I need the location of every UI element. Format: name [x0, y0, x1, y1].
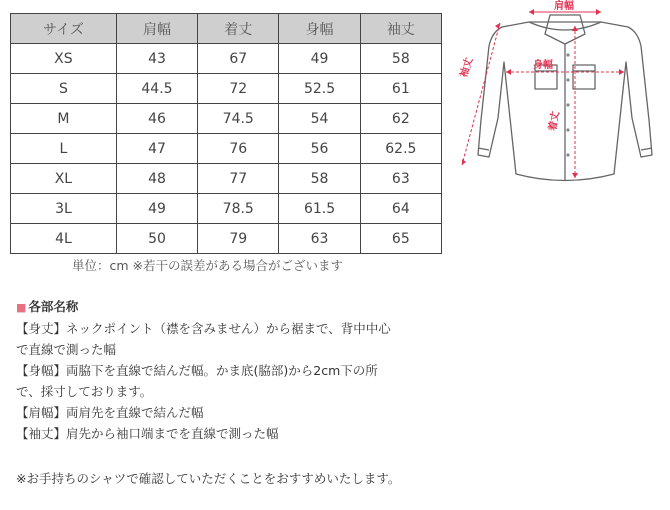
table-cell: 61 [360, 74, 441, 104]
table-cell: 49 [279, 44, 360, 74]
table-cell: 47 [116, 134, 197, 164]
footnote: ※お手持ちのシャツで確認していただくことをおすすめいたします。 [16, 471, 401, 486]
description-line: 【肩幅】両肩先を直線で結んだ幅 [16, 405, 204, 420]
table-cell: 64 [360, 194, 441, 224]
description-line: 【袖丈】肩先から袖口端までを直線で測った幅 [16, 426, 279, 441]
table-row [11, 224, 442, 254]
table-row [11, 134, 442, 164]
table-cell: 58 [360, 44, 441, 74]
diagram-label-kitake: 着丈 [547, 110, 562, 133]
table-cell: 62 [360, 104, 441, 134]
header-sleeve-length: 袖丈 [360, 14, 441, 44]
description-line: で、採寸しております。 [16, 384, 153, 399]
table-cell: 3L [11, 194, 117, 224]
table-cell: 61.5 [279, 194, 360, 224]
description-line: 【身幅】両脇下を直線で結んだ幅。かま底(脇部)から2cm下の所 [16, 363, 378, 378]
table-cell: 43 [116, 44, 197, 74]
table-cell: 62.5 [360, 134, 441, 164]
table-cell: 77 [198, 164, 279, 194]
table-cell: 67 [198, 44, 279, 74]
table-cell: L [11, 134, 117, 164]
diagram-label-kataba: 肩幅 [554, 1, 574, 12]
table-cell: 4L [11, 224, 117, 254]
unit-note: 単位：cm ※若干の誤差がある場合がございます [72, 258, 343, 273]
table-cell: 76 [198, 134, 279, 164]
table-cell: 65 [360, 224, 441, 254]
header-body-width: 身幅 [279, 14, 360, 44]
table-cell: 56 [279, 134, 360, 164]
table-cell: 48 [116, 164, 197, 194]
section-title [16, 297, 78, 315]
table-cell: 49 [116, 194, 197, 224]
table-cell: 79 [198, 224, 279, 254]
description-line: で直線で測った幅 [16, 342, 117, 357]
measurement-description-list [16, 318, 446, 444]
table-cell: 74.5 [198, 104, 279, 134]
table-cell: 50 [116, 224, 197, 254]
table-row [11, 74, 442, 104]
table-cell: 52.5 [279, 74, 360, 104]
diagram-label-sodetake: 袖丈 [458, 56, 476, 79]
table-cell: S [11, 74, 117, 104]
shirt-outline [478, 15, 652, 181]
table-cell: XL [11, 164, 117, 194]
table-cell: 72 [198, 74, 279, 104]
header-shoulder-width: 肩幅 [116, 14, 197, 44]
table-cell: 44.5 [116, 74, 197, 104]
diagram-label-mihaba: 身幅 [533, 60, 553, 71]
table-cell: 78.5 [198, 194, 279, 224]
table-cell: 58 [279, 164, 360, 194]
table-cell: 54 [279, 104, 360, 134]
section-title-text: 各部名称 [28, 299, 79, 314]
table-row [11, 164, 442, 194]
table-cell: 63 [360, 164, 441, 194]
table-header-row [11, 14, 442, 44]
description-line: 【身丈】ネックポイント（襟を含みません）から裾まで、背中中心 [16, 321, 391, 336]
table-cell: 46 [116, 104, 197, 134]
shirt-diagram [450, 0, 670, 190]
table-cell: XS [11, 44, 117, 74]
header-length: 着丈 [198, 14, 279, 44]
size-table [10, 13, 442, 254]
header-size: サイズ [11, 14, 117, 44]
table-cell: M [11, 104, 117, 134]
shirt-buttons [566, 53, 569, 156]
table-cell: 63 [279, 224, 360, 254]
table-row [11, 104, 442, 134]
measurement-lines [462, 9, 624, 178]
table-row [11, 194, 442, 224]
square-bullet-icon: ■ [16, 301, 27, 314]
table-row [11, 44, 442, 74]
